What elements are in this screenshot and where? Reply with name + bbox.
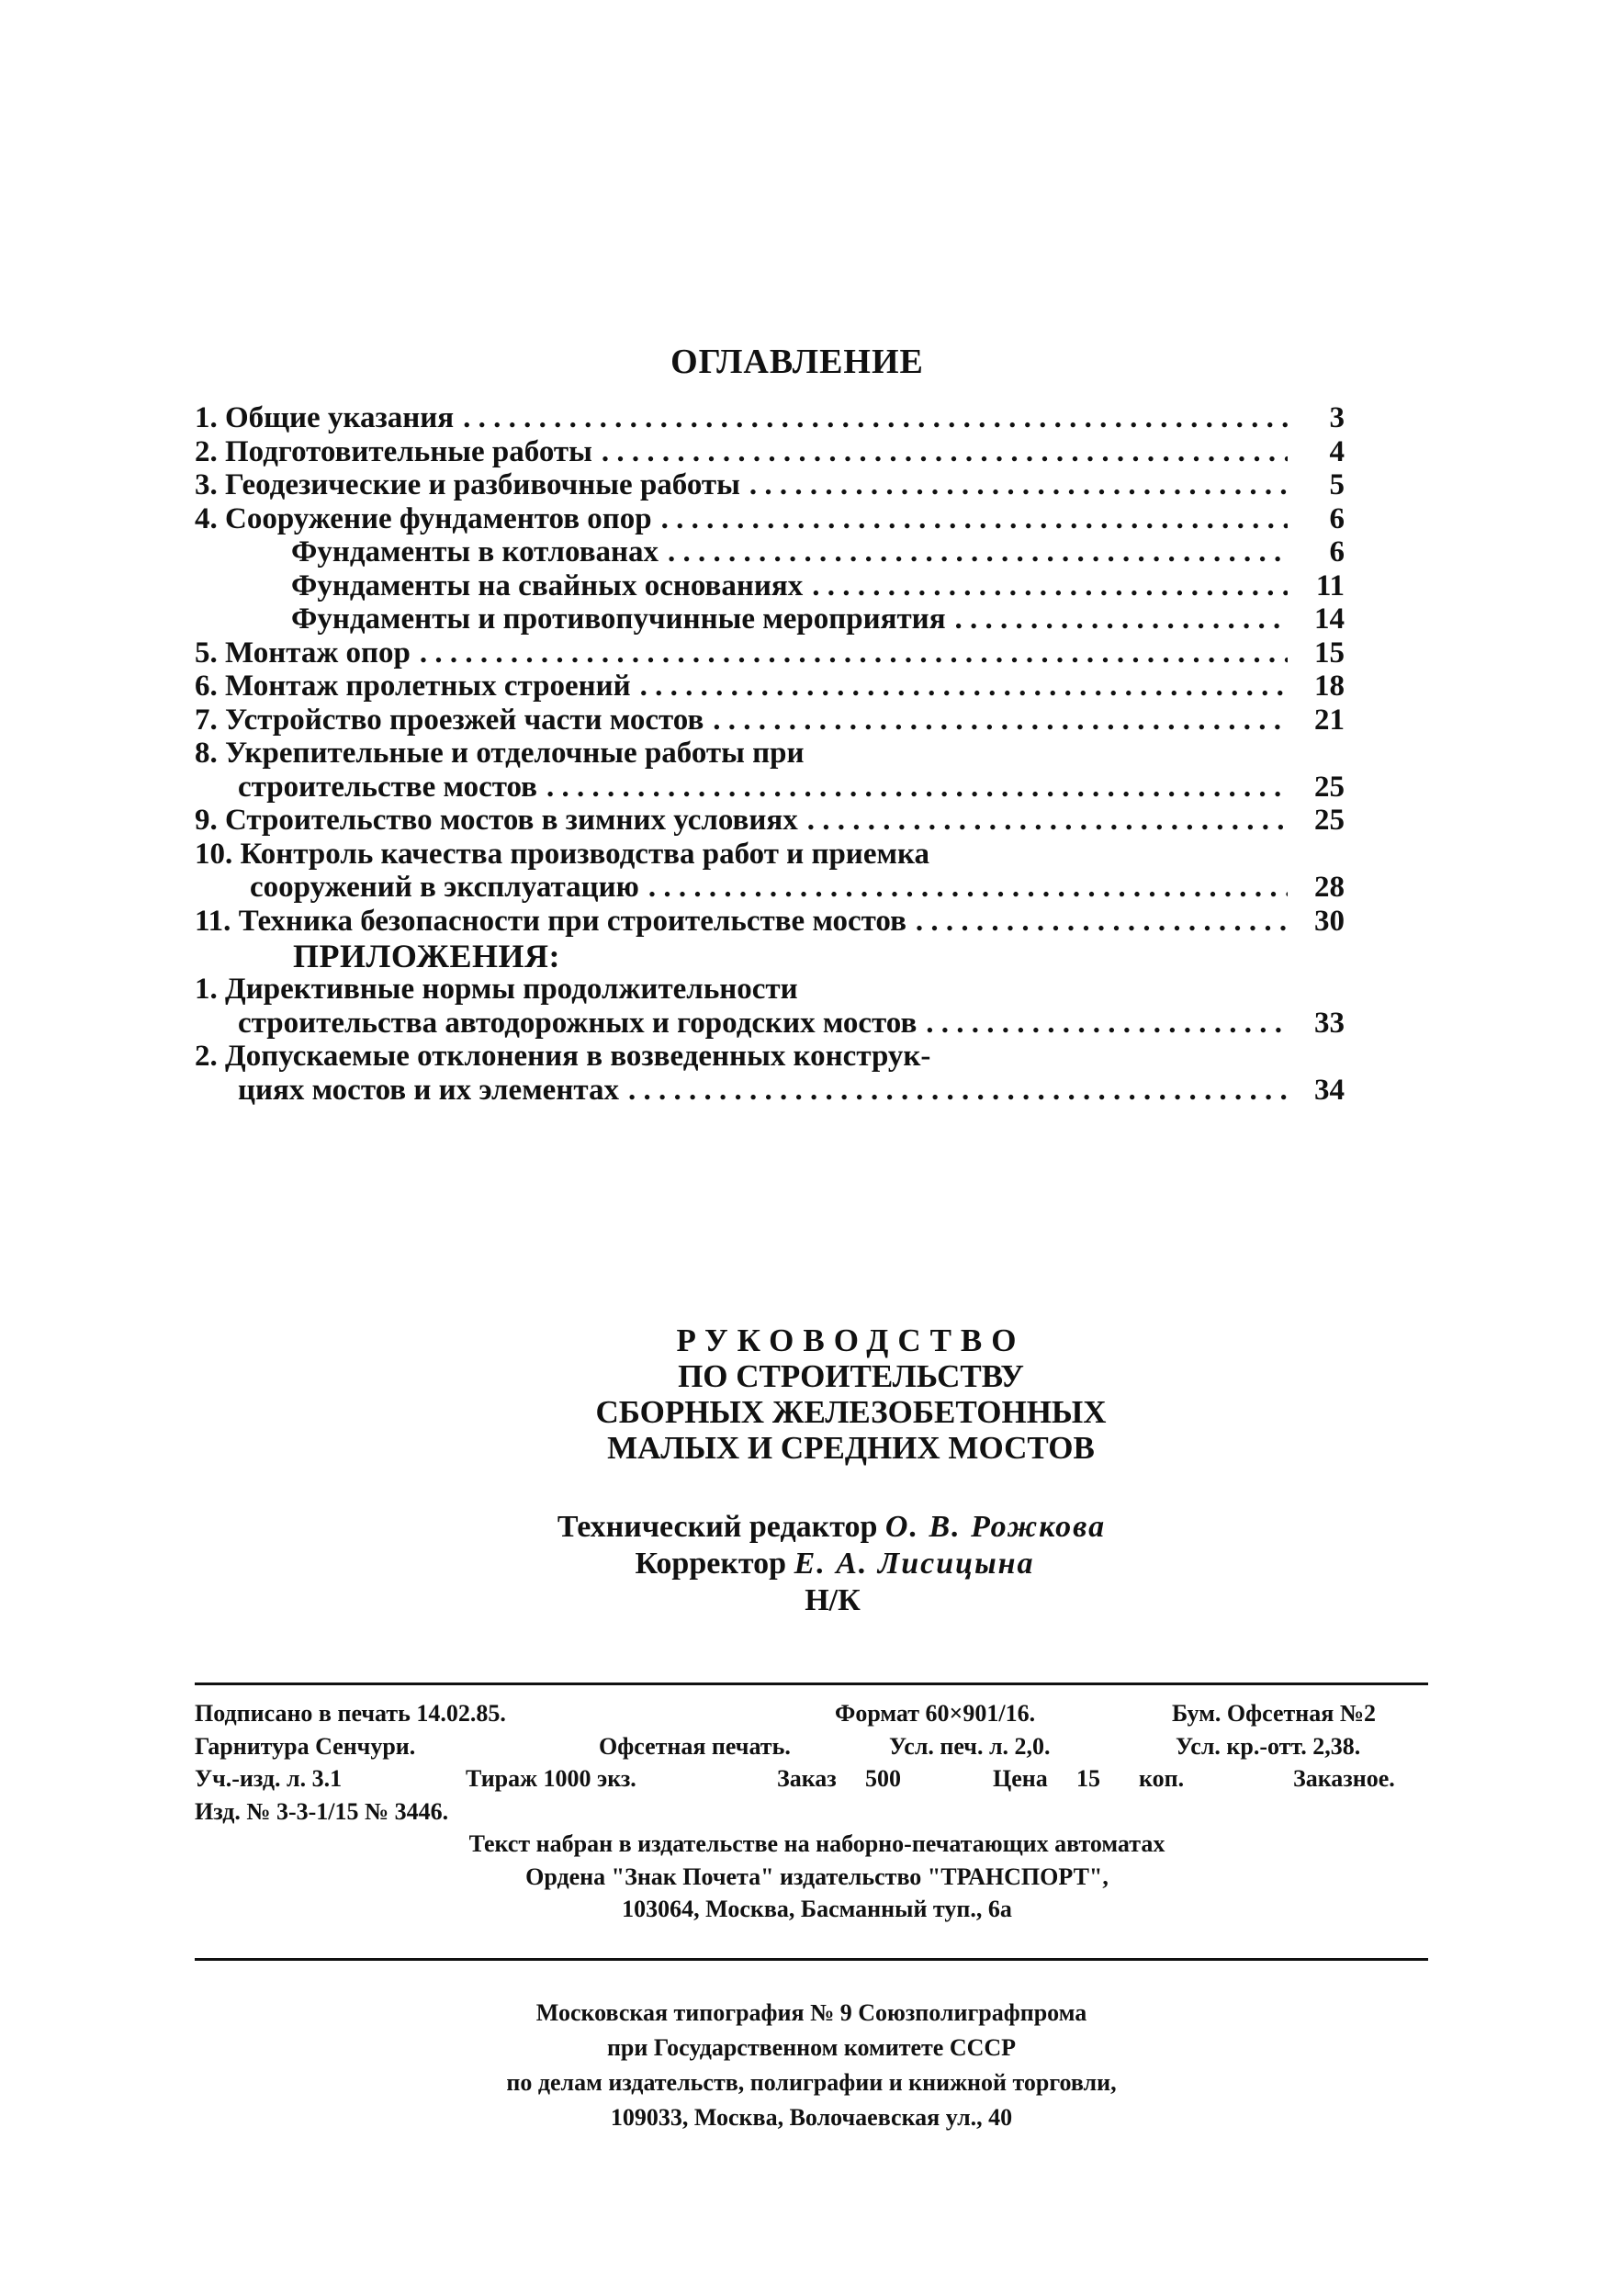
publisher-line: 103064, Москва, Басманный туп., 6а xyxy=(622,1896,1012,1922)
corrector-label: Корректор xyxy=(635,1547,787,1581)
toc-entry-number: 7. xyxy=(195,703,218,737)
toc-leader-dots xyxy=(926,1007,1288,1041)
toc-entry-number: 3. xyxy=(195,468,218,501)
imprint-row xyxy=(195,1730,1439,1763)
toc-leader-dots xyxy=(807,804,1288,838)
toc-entry-number: 8. xyxy=(195,737,218,770)
imprint-pub-sheets: Уч.-изд. л. 3.1 xyxy=(195,1765,343,1792)
corrector-line xyxy=(60,1546,1610,1582)
toc-leader-dots xyxy=(628,1074,1288,1108)
imprint-price-label: Цена xyxy=(993,1765,1048,1792)
toc-entry-number: 1. xyxy=(195,401,218,434)
toc-leader-dots xyxy=(812,569,1288,603)
toc-entry xyxy=(195,905,1345,939)
toc-entry xyxy=(195,703,1345,737)
toc-leader-dots xyxy=(668,535,1288,569)
toc-leader-dots xyxy=(749,468,1288,502)
toc-entry-page: 33 xyxy=(1314,1006,1345,1040)
toc-entry-title: Контроль качества производства работ и приемка xyxy=(240,837,929,871)
toc-entry-number: 1. xyxy=(195,973,218,1006)
toc-entry xyxy=(195,502,1345,536)
toc-entry-continuation xyxy=(195,871,1345,905)
table-of-contents xyxy=(195,335,1345,1107)
toc-entry-page: 5 xyxy=(1329,468,1345,501)
toc-entry-number: 10. xyxy=(195,837,233,871)
toc-entry-number: 6. xyxy=(195,670,218,703)
toc-entry-title: Подготовительные работы xyxy=(225,434,592,468)
toc-entry xyxy=(195,670,1345,703)
toc-entry-page: 21 xyxy=(1314,703,1345,737)
toc-entry-page: 25 xyxy=(1314,804,1345,837)
appendix-entry-continuation xyxy=(195,1074,1345,1108)
toc-entry-page: 6 xyxy=(1329,535,1345,568)
toc-entry-page: 15 xyxy=(1314,636,1345,670)
imprint-typeface: Гарнитура Сенчури. xyxy=(195,1732,416,1760)
toc-leader-dots xyxy=(955,602,1288,636)
toc-entry-title-continued: строительстве мостов xyxy=(238,770,537,804)
toc-entry-continuation xyxy=(195,771,1345,805)
imprint-signed: Подписано в печать 14.02.85. xyxy=(195,1700,506,1727)
imprint-ordered: Заказное. xyxy=(1293,1765,1395,1792)
book-title-line: СБОРНЫХ ЖЕЛЕЗОБЕТОННЫХ xyxy=(595,1394,1107,1430)
toc-entry-title: Директивные нормы продолжительности xyxy=(225,973,798,1006)
printer-line: Московская типография № 9 Союзполиграфпрома xyxy=(535,1999,1087,2026)
toc-entry-number: 5. xyxy=(195,636,218,670)
imprint-edition-no: Изд. № 3-3-1/15 № 3446. xyxy=(195,1797,449,1825)
printer-line: по делам издательств, полиграфии и книжной торговли, xyxy=(506,2069,1117,2096)
toc-leader-dots xyxy=(420,636,1288,670)
imprint-order-value: 500 xyxy=(865,1765,901,1792)
toc-entry-title-continued: сооружений в эксплуатацию xyxy=(250,871,639,904)
toc-subentry xyxy=(195,602,1345,636)
imprint xyxy=(195,1697,1439,1926)
toc-entry-page: 30 xyxy=(1314,904,1345,938)
toc-entry xyxy=(195,804,1345,838)
appendix-entry xyxy=(195,1040,1345,1074)
publisher-line: Текст набран в издательстве на наборно-печатающих автоматах xyxy=(468,1830,1165,1857)
toc-entry-page: 28 xyxy=(1314,871,1345,904)
toc-entry-title: Монтаж опор xyxy=(225,636,411,670)
book-title-line: МАЛЫХ И СРЕДНИХ МОСТОВ xyxy=(607,1430,1095,1466)
imprint-color-prints: Усл. кр.-отт. 2,38. xyxy=(1176,1732,1361,1760)
toc-entry-page: 6 xyxy=(1329,501,1345,535)
toc-entry-title: Фундаменты и противопучинные мероприятия xyxy=(291,602,946,636)
toc-leader-dots xyxy=(640,670,1288,703)
credits xyxy=(0,1509,1610,1619)
book-title-line: РУКОВОДСТВО xyxy=(676,1322,1026,1358)
toc-entry-number: 11. xyxy=(195,904,231,938)
toc-entry-page: 11 xyxy=(1315,568,1345,602)
toc-entry-number: 2. xyxy=(195,434,218,468)
toc-leader-dots xyxy=(916,905,1288,939)
tech-editor-label: Технический редактор xyxy=(557,1510,878,1544)
toc-leader-dots xyxy=(648,871,1288,905)
toc-entry-page: 4 xyxy=(1329,434,1345,468)
toc-entry xyxy=(195,401,1345,435)
imprint-format: Формат 60×901/16. xyxy=(835,1700,1036,1727)
appendix-heading: ПРИЛОЖЕНИЯ: xyxy=(293,938,561,974)
toc-entry xyxy=(195,737,1345,771)
printer-info xyxy=(195,1996,1428,2135)
toc-entry-title: Общие указания xyxy=(225,401,455,434)
toc-entry-title: Устройство проезжей части мостов xyxy=(225,703,704,737)
book-title xyxy=(0,1322,1610,1466)
toc-entry-title: Техника безопасности при строительстве мостов xyxy=(238,904,906,938)
toc-entry-page: 3 xyxy=(1329,401,1345,434)
toc-leader-dots xyxy=(602,435,1288,469)
toc-entry-number: 9. xyxy=(195,804,218,837)
divider xyxy=(195,1683,1428,1685)
publisher-line: Ордена "Знак Почета" издательство "ТРАНСПОРТ", xyxy=(525,1863,1109,1890)
toc-list xyxy=(195,401,1345,1107)
corrector-name: Е. А. Лисицына xyxy=(794,1547,1035,1581)
printer-line: при Государственном комитете СССР xyxy=(606,2034,1017,2061)
appendix-entry xyxy=(195,973,1345,1007)
toc-entry xyxy=(195,468,1345,502)
imprint-row xyxy=(195,1762,1439,1795)
imprint-row xyxy=(195,1795,1439,1829)
toc-entry-title: Строительство мостов в зимних условиях xyxy=(225,804,798,837)
toc-entry-title: Монтаж пролетных строений xyxy=(225,670,631,703)
toc-entry xyxy=(195,435,1345,469)
credits-mark: Н/К xyxy=(805,1583,861,1617)
toc-entry-title-continued: циях мостов и их элементах xyxy=(238,1073,619,1107)
toc-subentry xyxy=(195,535,1345,569)
toc-leader-dots xyxy=(463,401,1288,435)
printer-line: 109033, Москва, Волочаевская ул., 40 xyxy=(610,2104,1013,2131)
imprint-order-label: Заказ xyxy=(777,1765,837,1792)
toc-entry-page: 34 xyxy=(1314,1073,1345,1107)
toc-entry-number: 4. xyxy=(195,501,218,535)
imprint-printing: Офсетная печать. xyxy=(599,1732,791,1760)
toc-leader-dots xyxy=(661,502,1288,536)
toc-entry-title-continued: строительства автодорожных и городских мостов xyxy=(238,1006,918,1040)
toc-entry-title: Геодезические и разбивочные работы xyxy=(225,468,740,501)
toc-entry-title: Укрепительные и отделочные работы при xyxy=(225,737,805,770)
tech-editor-line xyxy=(53,1509,1610,1546)
appendix-entry-continuation xyxy=(195,1007,1345,1041)
toc-entry-title: Допускаемые отклонения в возведенных конструк- xyxy=(225,1040,931,1073)
toc-leader-dots xyxy=(546,771,1288,805)
imprint-paper: Бум. Офсетная №2 xyxy=(1172,1700,1376,1727)
tech-editor-name: О. В. Рожкова xyxy=(884,1510,1107,1544)
toc-entry-title: Фундаменты на свайных основаниях xyxy=(291,568,804,602)
imprint-price-unit: коп. xyxy=(1139,1765,1185,1792)
toc-entry-title: Фундаменты в котлованах xyxy=(291,535,659,568)
toc-entry-page: 14 xyxy=(1314,602,1345,636)
imprint-print-sheets: Усл. печ. л. 2,0. xyxy=(889,1732,1051,1760)
toc-entry xyxy=(195,838,1345,872)
toc-entry-number: 2. xyxy=(195,1040,218,1073)
imprint-row xyxy=(195,1697,1439,1730)
toc-subentry xyxy=(195,569,1345,603)
imprint-price-value: 15 xyxy=(1076,1765,1100,1792)
toc-leader-dots xyxy=(713,703,1288,737)
toc-heading: ОГЛАВЛЕНИЕ xyxy=(670,343,924,381)
imprint-run: Тираж 1000 экз. xyxy=(466,1765,636,1792)
toc-entry-title: Сооружение фундаментов опор xyxy=(225,501,652,535)
toc-entry-page: 18 xyxy=(1314,670,1345,703)
divider xyxy=(195,1958,1428,1961)
toc-entry-page: 25 xyxy=(1314,770,1345,804)
book-title-line: ПО СТРОИТЕЛЬСТВУ xyxy=(678,1358,1024,1394)
toc-entry xyxy=(195,636,1345,670)
